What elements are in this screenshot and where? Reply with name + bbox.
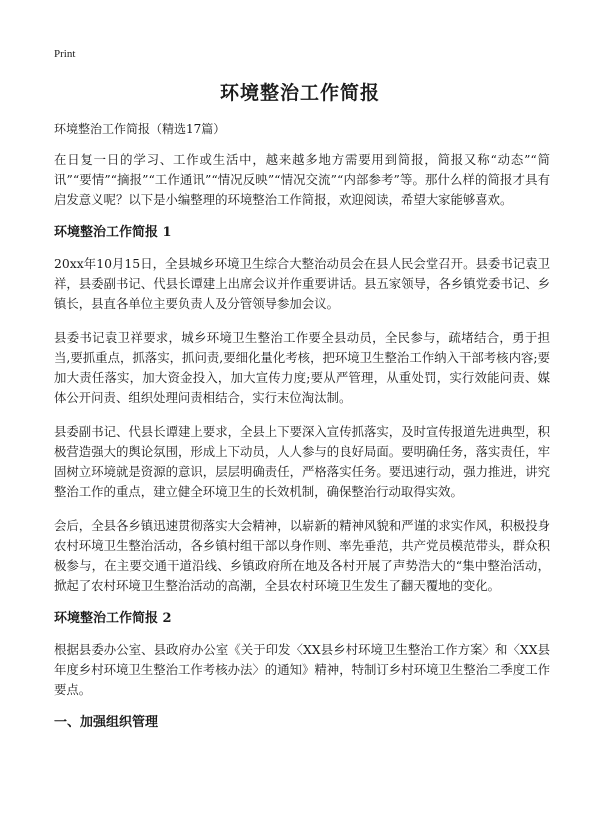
section-1-paragraph-2: 县委书记袁卫祥要求，城乡环境卫生整治工作要全县动员，全民参与，疏堵结合，勇于担当,要抓重点，抓落实，抓问责,要细化量化考核，把环境卫生整治工作纳入干部考核内容;要加大责任落实，加大资金投入，加大宣传力度;要从严管理，从重处罚，实行效能问责、媒体公开问责、组织处理问责相结合，实行末位淘汰制。 <box>54 330 550 405</box>
section-1-paragraph-1: 20xx年10月15日，全县城乡环境卫生综合大整治动员会在县人民会堂召开。县委书记袁卫祥，县委副书记、代县长谭建上出席会议并作重要讲话。县五家领导，各乡镇党委书记、乡镇长，县直各单位主要负责人及分管领导参加会议。 <box>54 256 550 311</box>
document-subtitle: 环境整治工作简报（精选17篇） <box>54 122 226 136</box>
print-link[interactable]: Print <box>54 48 76 60</box>
document-body <box>54 120 550 744</box>
section-2-paragraph-1: 根据县委办公室、县政府办公室《关于印发〈XX县乡村环境卫生整治工作方案〉和〈XX县年度乡村环境卫生整治工作考核办法〉的通知》精神，特制订乡村环境卫生整治二季度工作要点。 <box>54 642 550 697</box>
section-1-heading: 环境整治工作简报 1 <box>54 225 172 240</box>
intro-paragraph: 在日复一日的学习、工作或生活中，越来越多地方需要用到简报，简报又称“动态”“简讯”“要情”“摘报”“工作通讯”“情况反映”“情况交流”“内部参考”等。那什么样的简报才具有启发意义呢？以下是小编整理的环境整治工作简报，欢迎阅读，希望大家能够喜欢。 <box>54 152 550 207</box>
page-title: 环境整治工作简报 <box>219 82 380 104</box>
section-1-paragraph-4: 会后，全县各乡镇迅速贯彻落实大会精神，以崭新的精神风貌和严谨的求实作风，积极投身农村环境卫生整治活动，各乡镇村组干部以身作则、率先垂范，共产党员模范带头，群众积极参与，在主要交通干道沿线、乡镇政府所在地及各村开展了声势浩大的“集中整治活动，掀起了农村环境卫生整治活动的高潮，全县农村环境卫生发生了翻天覆地的变化。 <box>54 518 550 593</box>
section-1-paragraph-3: 县委副书记、代县长谭建上要求，全县上下要深入宣传抓落实，及时宣传报道先进典型，积极营造强大的舆论氛围，形成上下动员，人人参与的良好局面。要明确任务，落实责任，牢固树立环境就是资源的意识，层层明确责任，严格落实任务。要迅速行动，强力推进，讲究整治工作的重点，建立健全环境卫生的长效机制，确保整治行动取得实效。 <box>54 424 550 499</box>
section-2-heading: 环境整治工作简报 2 <box>54 611 172 626</box>
subsection-heading: 一、加强组织管理 <box>54 715 159 730</box>
